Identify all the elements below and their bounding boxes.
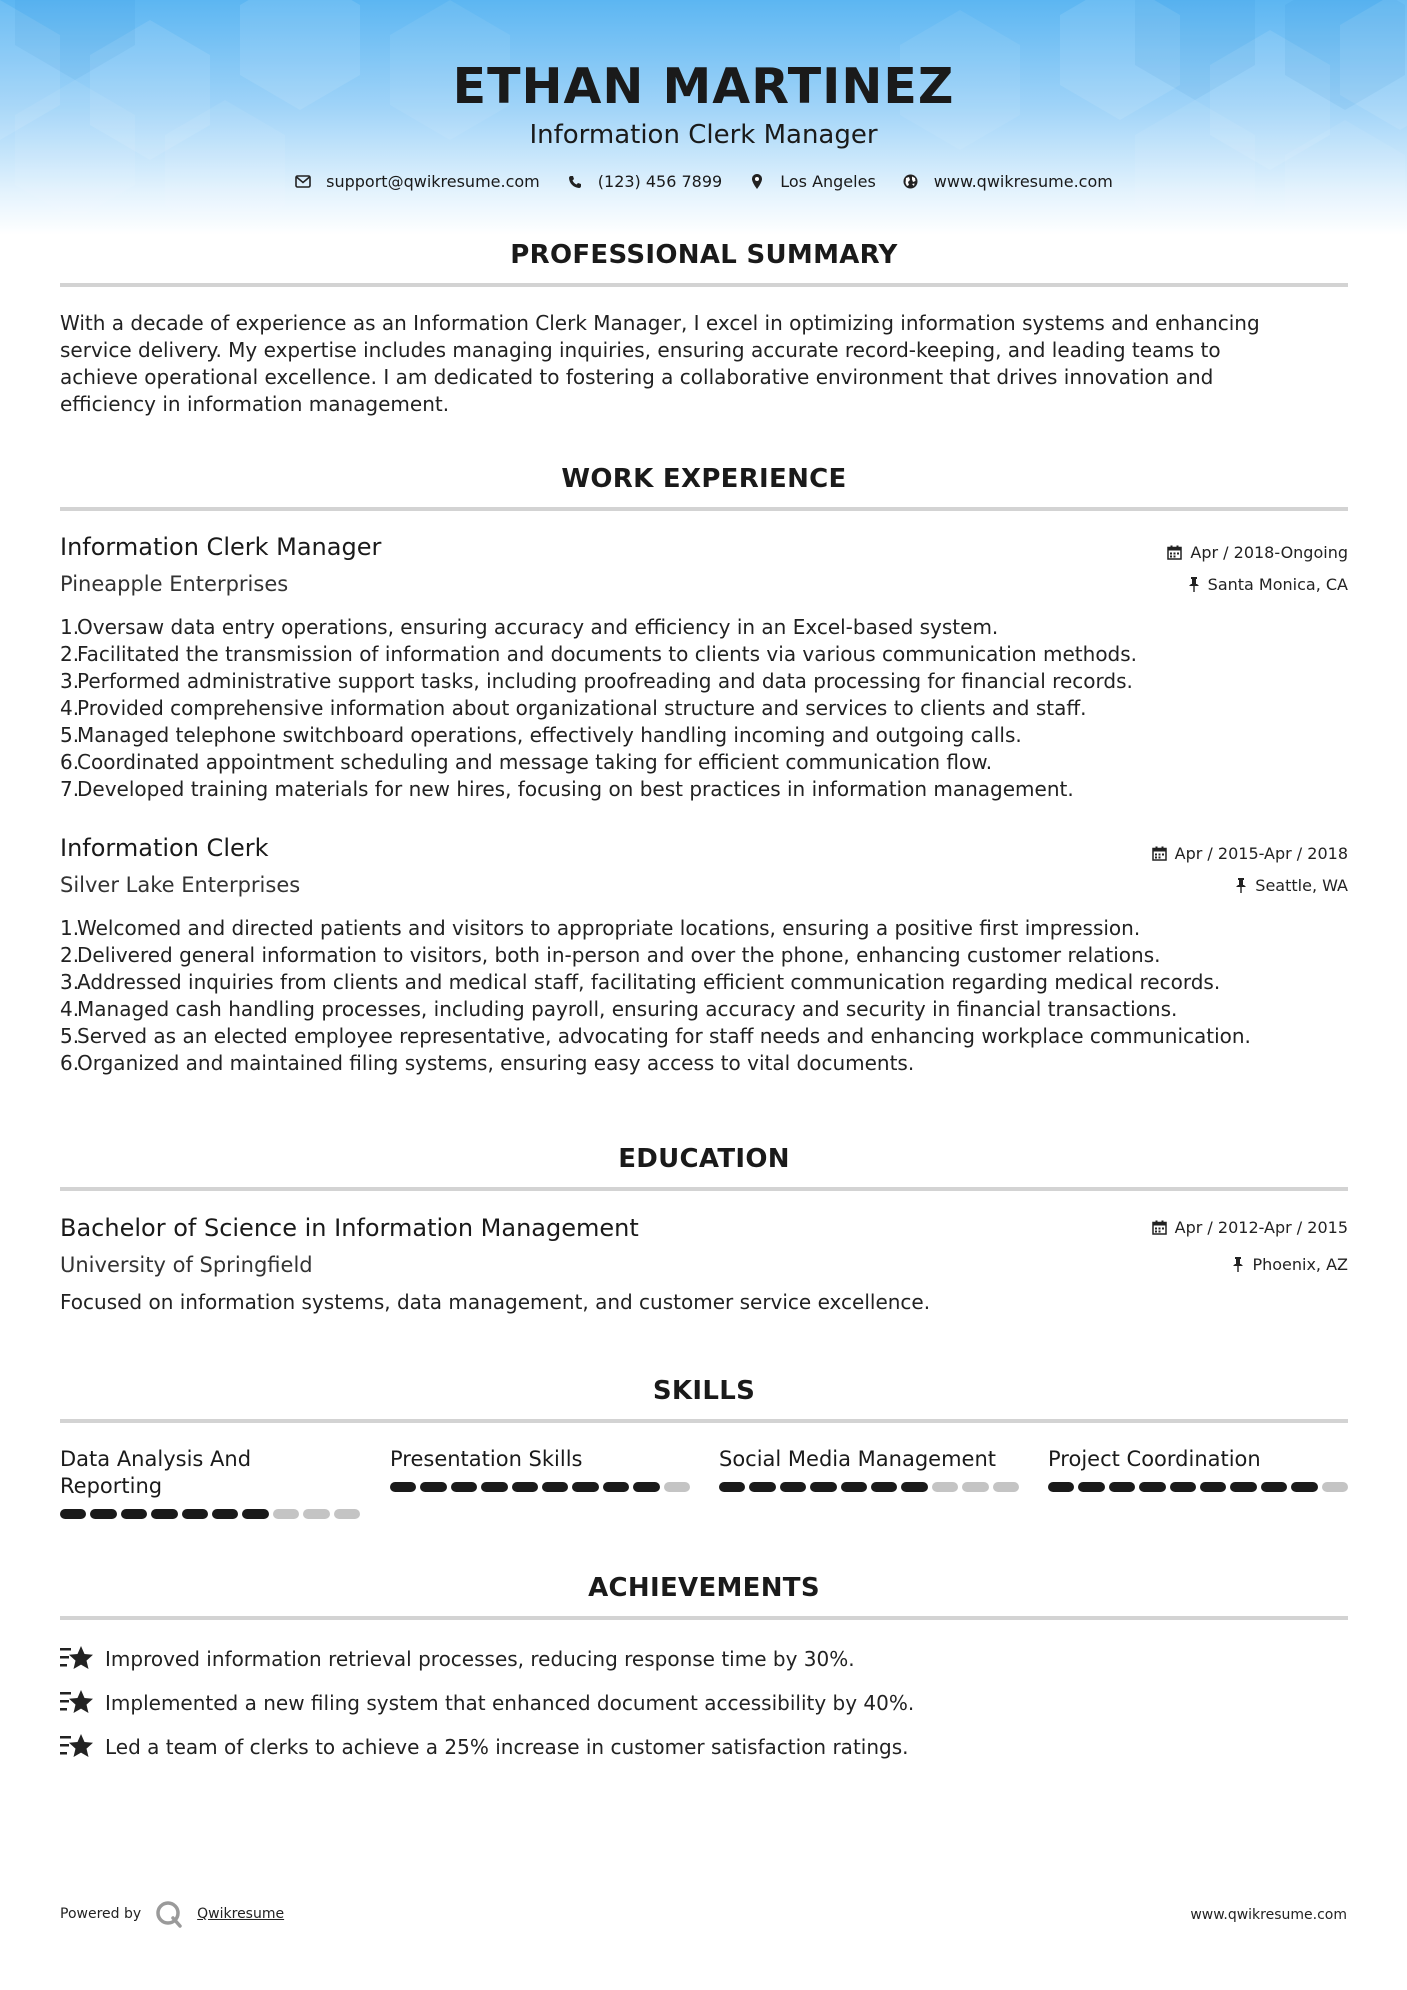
skill-item <box>60 1446 360 1519</box>
contact-phone-text: (123) 456 7899 <box>597 172 723 191</box>
skill-level-segment <box>90 1509 116 1519</box>
pin-icon <box>1235 878 1247 893</box>
skill-level-segment <box>932 1482 958 1492</box>
skill-level-segment <box>719 1482 745 1492</box>
list-item: 6. Organized and maintained filing systems, ensuring easy access to vital documents. <box>60 1051 915 1075</box>
star-achievement-icon <box>60 1644 94 1674</box>
section-divider <box>60 1187 1348 1191</box>
skill-level-segment <box>390 1482 416 1492</box>
qwikresume-logo-icon <box>155 1900 183 1928</box>
job-location-text: Seattle, WA <box>1255 876 1348 895</box>
summary-line: achieve operational excellence. I am dedicated to fostering a collaborative environment that drives innovation and <box>60 365 1214 389</box>
globe-icon <box>902 173 920 191</box>
education-school: University of Springfield <box>60 1253 313 1277</box>
skill-level-segment <box>512 1482 538 1492</box>
achievement-text: Improved information retrieval processes, reducing response time by 30%. <box>105 1647 855 1671</box>
skill-level-segment <box>664 1482 690 1492</box>
skill-label: Presentation Skills <box>390 1447 583 1471</box>
skill-item <box>390 1446 690 1492</box>
skill-level-segment <box>780 1482 806 1492</box>
achievement-item <box>60 1732 909 1762</box>
calendar-icon <box>1167 545 1182 560</box>
contact-website-text: www.qwikresume.com <box>933 172 1113 191</box>
job-company: Pineapple Enterprises <box>60 572 289 596</box>
skill-label: Social Media Management <box>719 1447 997 1471</box>
skill-level-segment <box>1170 1482 1196 1492</box>
section-title-achievements: ACHIEVEMENTS <box>588 1573 820 1603</box>
list-item: 5. Managed telephone switchboard operations, effectively handling incoming and outgoing calls. <box>60 723 1022 747</box>
summary-text <box>60 310 1350 418</box>
star-achievement-icon <box>60 1688 94 1718</box>
skill-level-segment <box>242 1509 268 1519</box>
star-achievement-icon <box>60 1732 94 1762</box>
job-title: Information Clerk Manager <box>60 533 382 561</box>
envelope-icon <box>294 173 312 191</box>
education-dates-text: Apr / 2012-Apr / 2015 <box>1174 1218 1348 1237</box>
skill-level-segment <box>871 1482 897 1492</box>
skill-level-segment <box>420 1482 446 1492</box>
contact-phone[interactable] <box>566 172 722 191</box>
list-item: 6. Coordinated appointment scheduling and message taking for efficient communication flow. <box>60 750 993 774</box>
skill-level-segment <box>1078 1482 1104 1492</box>
job-duties <box>60 915 1360 1077</box>
header-banner <box>0 0 1407 235</box>
job-dates-text: Apr / 2015-Apr / 2018 <box>1174 844 1348 863</box>
skill-level-segment <box>212 1509 238 1519</box>
section-divider <box>60 1419 1348 1423</box>
section-title-skills: SKILLS <box>652 1376 756 1406</box>
skill-level-bar <box>390 1482 690 1492</box>
job-location <box>1235 876 1348 895</box>
list-item: 4. Managed cash handling processes, including payroll, ensuring accuracy and security in financial transactions. <box>60 997 1178 1021</box>
skill-level-segment <box>542 1482 568 1492</box>
education-location <box>1232 1255 1348 1274</box>
summary-line: service delivery. My expertise includes managing inquiries, ensuring accurate record-keeping, and leading teams to <box>60 338 1221 362</box>
achievement-item <box>60 1688 914 1718</box>
list-item: 1. Oversaw data entry operations, ensuring accuracy and efficiency in an Excel-based system. <box>60 615 999 639</box>
skill-level-segment <box>121 1509 147 1519</box>
skill-level-segment <box>810 1482 836 1492</box>
section-title-education: EDUCATION <box>618 1144 790 1174</box>
phone-icon <box>566 173 584 191</box>
section-divider <box>60 1616 1348 1620</box>
education-description: Focused on information systems, data management, and customer service excellence. <box>60 1290 931 1314</box>
list-item: 3. Performed administrative support tasks, including proofreading and data processing for financial records. <box>60 669 1133 693</box>
contact-bar <box>0 172 1407 191</box>
skill-level-segment <box>603 1482 629 1492</box>
list-item: 2. Facilitated the transmission of information and documents to clients via various communication methods. <box>60 642 1138 666</box>
pin-icon <box>1232 1257 1244 1272</box>
skill-level-segment <box>749 1482 775 1492</box>
hexagon-pattern <box>0 0 1407 235</box>
skill-level-segment <box>1200 1482 1226 1492</box>
skill-level-segment <box>481 1482 507 1492</box>
summary-line: efficiency in information management. <box>60 392 450 416</box>
list-item: 2. Delivered general information to visitors, both in-person and over the phone, enhancing customer relations. <box>60 943 1161 967</box>
pin-icon <box>1188 577 1200 592</box>
skill-level-segment <box>334 1509 360 1519</box>
skill-level-segment <box>1291 1482 1317 1492</box>
job-dates <box>1152 844 1348 863</box>
skill-level-segment <box>841 1482 867 1492</box>
list-item: 1. Welcomed and directed patients and visitors to appropriate locations, ensuring a positive first impression. <box>60 916 1141 940</box>
list-item: 7. Developed training materials for new hires, focusing on best practices in information management. <box>60 777 1074 801</box>
skill-label: Project Coordination <box>1048 1447 1261 1471</box>
powered-by-label: Powered by <box>60 1906 142 1922</box>
achievement-text: Led a team of clerks to achieve a 25% increase in customer satisfaction ratings. <box>105 1735 909 1759</box>
skill-level-segment <box>303 1509 329 1519</box>
footer-website-link[interactable]: www.qwikresume.com <box>1190 1907 1347 1923</box>
contact-email-text: support@qwikresume.com <box>326 172 540 191</box>
education-dates <box>1152 1218 1348 1237</box>
skill-level-segment <box>273 1509 299 1519</box>
job-location-text: Santa Monica, CA <box>1207 575 1348 594</box>
education-degree: Bachelor of Science in Information Management <box>60 1214 639 1242</box>
job-dates-text: Apr / 2018-Ongoing <box>1190 543 1348 562</box>
section-divider <box>60 507 1348 511</box>
job-company: Silver Lake Enterprises <box>60 873 301 897</box>
skill-level-bar <box>60 1509 360 1519</box>
skill-level-segment <box>633 1482 659 1492</box>
skill-level-segment <box>151 1509 177 1519</box>
skill-level-segment <box>1048 1482 1074 1492</box>
qwikresume-link[interactable]: Qwikresume <box>197 1906 285 1922</box>
skill-level-segment <box>1261 1482 1287 1492</box>
achievement-item <box>60 1644 855 1674</box>
skill-level-segment <box>572 1482 598 1492</box>
skill-level-segment <box>993 1482 1019 1492</box>
section-title-summary: PROFESSIONAL SUMMARY <box>510 240 898 270</box>
skill-level-segment <box>901 1482 927 1492</box>
achievement-text: Implemented a new filing system that enhanced document accessibility by 40%. <box>105 1691 915 1715</box>
skill-item <box>1048 1446 1348 1492</box>
job-dates <box>1167 543 1348 562</box>
candidate-title: Information Clerk Manager <box>529 120 878 150</box>
job-title: Information Clerk <box>60 834 269 862</box>
skill-level-segment <box>182 1509 208 1519</box>
list-item: 4. Provided comprehensive information about organizational structure and services to clients and staff. <box>60 696 1087 720</box>
summary-line: With a decade of experience as an Information Clerk Manager, I excel in optimizing information systems and enhancing <box>60 311 1260 335</box>
skill-label: Data Analysis And Reporting <box>60 1447 252 1498</box>
skill-level-bar <box>1048 1482 1348 1492</box>
candidate-name: ETHAN MARTINEZ <box>452 58 955 115</box>
contact-location-text: Los Angeles <box>780 172 876 191</box>
calendar-icon <box>1152 846 1167 861</box>
skill-level-bar <box>719 1482 1019 1492</box>
education-location-text: Phoenix, AZ <box>1252 1255 1348 1274</box>
map-marker-icon <box>748 173 766 191</box>
skill-item <box>719 1446 1019 1492</box>
footer-powered-by <box>60 1900 284 1928</box>
skill-level-segment <box>451 1482 477 1492</box>
list-item: 5. Served as an elected employee representative, advocating for staff needs and enhancing workplace communication. <box>60 1024 1251 1048</box>
list-item: 3. Addressed inquiries from clients and medical staff, facilitating efficient communication regarding medical records. <box>60 970 1221 994</box>
skill-level-segment <box>962 1482 988 1492</box>
calendar-icon <box>1152 1220 1167 1235</box>
contact-website[interactable] <box>902 172 1113 191</box>
section-divider <box>60 283 1348 287</box>
job-duties <box>60 614 1360 803</box>
job-location <box>1188 575 1348 594</box>
skill-level-segment <box>60 1509 86 1519</box>
section-title-experience: WORK EXPERIENCE <box>561 464 847 494</box>
contact-location <box>748 172 876 191</box>
skill-level-segment <box>1139 1482 1165 1492</box>
skill-level-segment <box>1230 1482 1256 1492</box>
skill-level-segment <box>1322 1482 1348 1492</box>
skill-level-segment <box>1109 1482 1135 1492</box>
contact-email[interactable] <box>294 172 540 191</box>
